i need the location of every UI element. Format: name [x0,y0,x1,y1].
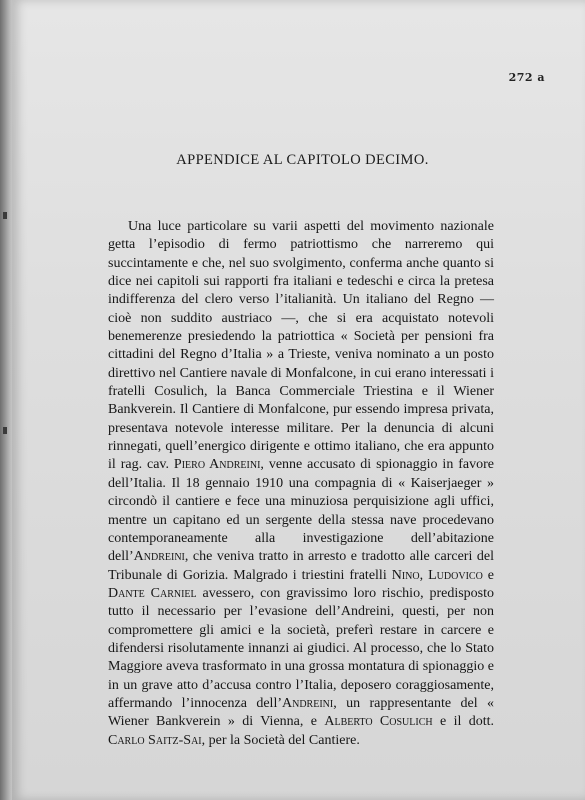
text-segment: , [419,567,429,583]
text-segment: , un rappresentante del « Wiener Bankverein » di Vienna, e [108,695,494,730]
chapter-title: APPENDICE AL CAPITOLO DECIMO. [176,152,429,168]
person-name: Andreini [282,695,334,711]
text-segment: , che veniva tratto in arresto e tradotto alle carceri del Tribunale di Gorizia. Malgrado i triestini fratelli [108,549,494,583]
text-segment: e [482,567,495,583]
person-name: Carlo Saitz-Sai [108,732,202,748]
text-segment: avessero, con gravissimo loro rischio, predisposto tutto il necessario per l’evasione dell’Andreini, questi, per non compromettere gli amici e la società, preferì restare in carcere e difendersi risolutamente innanzi ai giudici. Al processo, che lo Stato Maggiore aveva trasformato in una grossa montatura di spionaggio e in un grave atto d’accusa contro l’Italia, deposero coraggiosamente, affermando l’innocenza dell’ [108,585,494,711]
person-name: Andreini [133,549,185,565]
person-name: Ludovico [428,567,483,583]
text-segment: e il dott. [432,714,494,730]
page-number: 272 a [508,71,545,84]
text-segment: , venne accusato di spionaggio in favore dell’Italia. Il 18 gennaio 1910 una compagnia di « Kaiserjaeger » circondò il cantiere e fece una minuziosa perquisizione agli uffici, mentre un capitano ed un sergente della stessa nave procedevano contemporaneamente alla investigazione dell’abitazione dell’ [108,457,494,565]
person-name: Alberto Cosulich [324,714,433,730]
book-page [12,0,585,800]
person-name: Piero Andreini [173,457,261,473]
person-name: Dante Carniel [108,585,197,601]
text-segment: , per la Società del Cantiere. [201,732,360,748]
body-paragraph [108,218,494,750]
text-segment: Una luce particolare su varii aspetti del movimento nazionale getta l’episodio di fermo patriottismo che narreremo qui succintamente e che, nel suo svolgimento, conferma anche quanto si dice nei capitoli sui rapporti fra italiani e tedeschi e circa la pretesa indifferenza del clero verso l’italianità. Un italiano del Regno — cioè non suddito austriaco —, che si era acquistato notevoli benemerenze presiedendo la patriottica « Società per pensioni fra cittadini del Regno d’Italia » a Trieste, veniva nominato a un posto direttivo nel Cantiere navale di Monfalcone, in cui erano interessati i fratelli Cosulich, la Banca Commerciale Triestina e il Wiener Bankverein. Il Cantiere di Monfalcone, pur essendo impresa privata, presentava notevole interesse militare. Per la denuncia di alcuni rinnegati, quell’energico dirigente e ottimo italiano, che era appunto il rag. cav. [108,219,494,473]
margin-mark [3,212,7,219]
margin-mark [3,427,7,434]
person-name: Nino [391,567,420,583]
